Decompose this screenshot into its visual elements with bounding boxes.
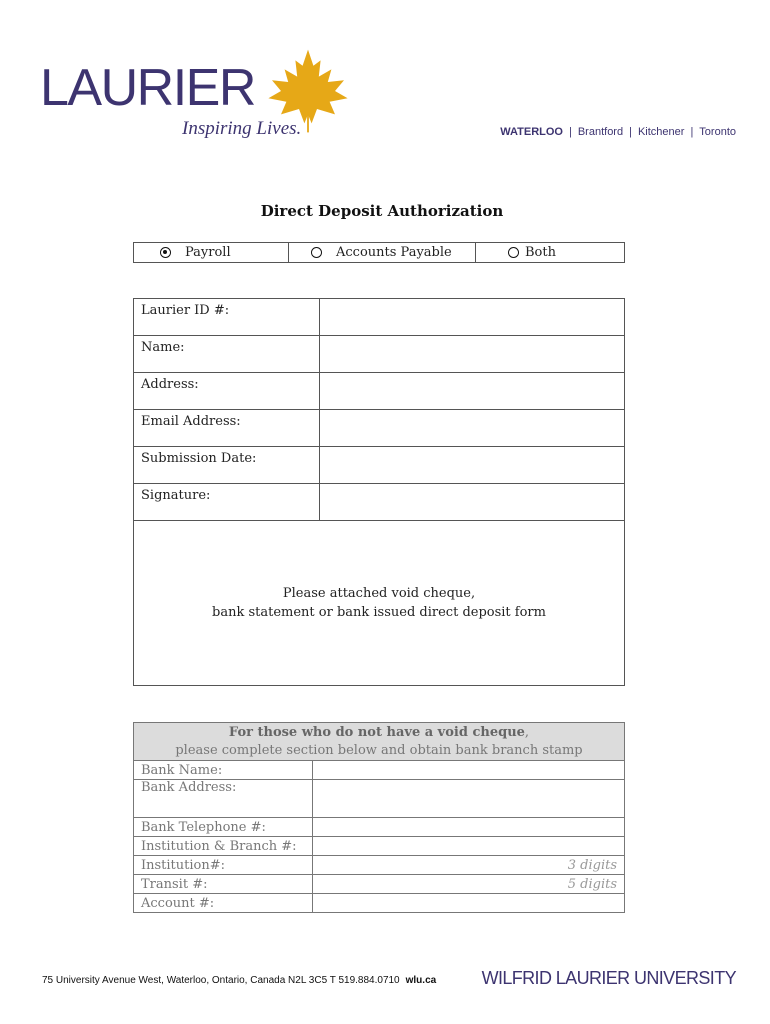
option-label: Accounts Payable: [336, 245, 452, 260]
table-row: [134, 336, 625, 373]
campus-toronto: Toronto: [699, 126, 736, 138]
university-wordmark: WILFRID LAURIER UNIVERSITY: [481, 968, 736, 988]
table-row: [134, 875, 625, 894]
address-text: 75 University Avenue West, Waterloo, Ontario, Canada N2L 3C5 T 519.884.0710: [42, 975, 400, 986]
bank-header-bold: For those who do not have a void cheque: [228, 724, 525, 740]
table-row: [134, 856, 625, 875]
table-header-row: [134, 723, 625, 761]
field-label: Bank Name:: [134, 761, 313, 780]
table-row: [134, 837, 625, 856]
table-row: [134, 894, 625, 913]
bank-address-field[interactable]: [313, 780, 625, 818]
table-row: [134, 447, 625, 484]
campus-list: [500, 126, 736, 138]
table-row: [134, 299, 625, 336]
field-label: Transit #:: [134, 875, 313, 894]
table-row: [134, 410, 625, 447]
table-row: [134, 780, 625, 818]
table-row: [134, 373, 625, 410]
laurier-logo-text: LAURIER: [40, 59, 255, 117]
table-row: [134, 761, 625, 780]
table-row: [134, 818, 625, 837]
account-number-field[interactable]: [313, 894, 625, 913]
field-label: Institution#:: [134, 856, 313, 875]
institution-branch-field[interactable]: [313, 837, 625, 856]
campus-waterloo: WATERLOO: [500, 126, 563, 138]
signature-field[interactable]: [320, 484, 625, 521]
bank-header-subtext: please complete section below and obtain bank branch stamp: [175, 742, 583, 758]
separator: |: [690, 126, 694, 138]
bank-section-header: [134, 723, 625, 761]
field-label: Institution & Branch #:: [134, 837, 313, 856]
transit-number-field[interactable]: 5 digits: [313, 875, 625, 894]
option-payroll[interactable]: [134, 243, 289, 262]
bank-name-field[interactable]: [313, 761, 625, 780]
address-field[interactable]: [320, 373, 625, 410]
separator: |: [629, 126, 632, 138]
bank-telephone-field[interactable]: [313, 818, 625, 837]
campus-brantford: Brantford: [577, 126, 624, 138]
submission-date-field[interactable]: [320, 447, 625, 484]
cheque-note-line: Please attached void cheque,: [282, 585, 476, 601]
field-label: Laurier ID #:: [134, 299, 320, 336]
separator: |: [568, 126, 572, 138]
laurier-id-field[interactable]: [320, 299, 625, 336]
field-label: Name:: [134, 336, 320, 373]
field-label: Signature:: [134, 484, 320, 521]
bank-info-table: [133, 722, 625, 913]
form-title: Direct Deposit Authorization: [260, 202, 504, 220]
option-accounts-payable[interactable]: [289, 243, 476, 262]
table-row: [134, 484, 625, 521]
option-label: Payroll: [185, 245, 231, 260]
campus-kitchener: Kitchener: [637, 126, 685, 138]
field-label: Submission Date:: [134, 447, 320, 484]
payment-type-options: [133, 242, 625, 263]
radio-selected-icon[interactable]: [160, 247, 171, 258]
field-label: Bank Address:: [134, 780, 313, 818]
field-label: Bank Telephone #:: [134, 818, 313, 837]
name-field[interactable]: [320, 336, 625, 373]
website-link[interactable]: wlu.ca: [405, 975, 437, 986]
footer-address: [42, 975, 436, 986]
radio-empty-icon[interactable]: [508, 247, 519, 258]
bank-header-comma: ,: [524, 724, 530, 740]
field-label: Email Address:: [134, 410, 320, 447]
cheque-note-line: bank statement or bank issued direct deposit form: [212, 604, 546, 620]
employee-info-table: [133, 298, 625, 521]
field-label: Account #:: [134, 894, 313, 913]
tagline: Inspiring Lives.: [182, 118, 302, 139]
option-both[interactable]: [476, 243, 624, 262]
radio-empty-icon[interactable]: [311, 247, 322, 258]
institution-number-field[interactable]: 3 digits: [313, 856, 625, 875]
void-cheque-attachment-area: [133, 520, 625, 686]
option-label: Both: [525, 245, 556, 260]
field-label: Address:: [134, 373, 320, 410]
email-field[interactable]: [320, 410, 625, 447]
